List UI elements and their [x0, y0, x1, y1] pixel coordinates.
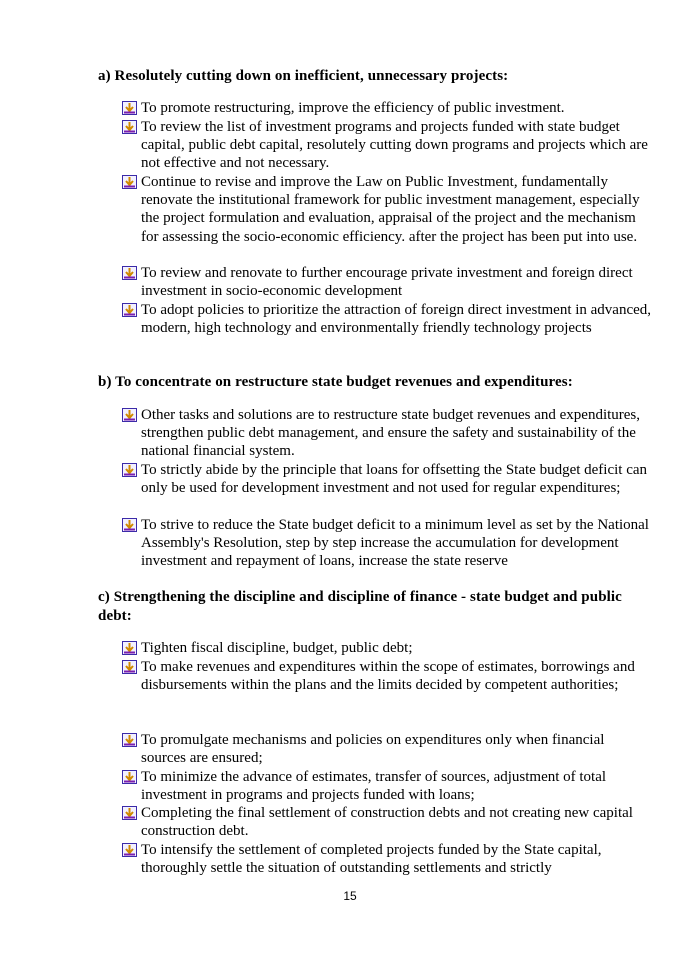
list-item — [122, 118, 652, 173]
section-c-heading: c) Strengthening the discipline and discipline of finance - state budget and public debt: — [98, 589, 622, 624]
list-item-text: To review the list of investment programs and projects funded with state budget capital, public debt capital, resolutely cutting down programs and projects which are not effective and not necessary. — [141, 119, 648, 172]
list-item — [122, 731, 652, 767]
bullet-arrow-icon — [122, 733, 137, 747]
bullet-arrow-icon — [122, 303, 137, 317]
list-item — [122, 264, 652, 300]
list-item-text: To promote restructuring, improve the efficiency of public investment. — [141, 100, 565, 116]
bullet-arrow-icon — [122, 770, 137, 784]
list-item — [122, 461, 652, 497]
list-item-text: To strive to reduce the State budget deficit to a minimum level as set by the National Assembly's Resolution, step by step increase the accumulation for development investment and repayment of loans, increase the state reserve — [141, 517, 649, 570]
list-item — [122, 658, 652, 694]
page-number: 15 — [343, 889, 357, 903]
list-item-text: To promulgate mechanisms and policies on expenditures only when financial sources are ensured; — [141, 732, 605, 767]
list-item-text: To strictly abide by the principle that loans for offsetting the State budget deficit can only be used for development investment and not used for regular expenditures; — [141, 462, 648, 497]
section-b-heading: b) To concentrate on restructure state budget revenues and expenditures: — [98, 374, 573, 390]
list-item-text: To intensify the settlement of completed projects funded by the State capital, thoroughly settle the situation of outstanding settlements and strictly — [141, 842, 602, 877]
bullet-arrow-icon — [122, 641, 137, 655]
bullet-arrow-icon — [122, 806, 137, 820]
bullet-arrow-icon — [122, 660, 137, 674]
bullet-arrow-icon — [122, 518, 137, 532]
bullet-arrow-icon — [122, 120, 137, 134]
list-item — [122, 639, 652, 657]
bullet-arrow-icon — [122, 408, 137, 422]
section-a-heading: a) Resolutely cutting down on inefficient, unnecessary projects: — [98, 68, 509, 84]
list-item-text: To adopt policies to prioritize the attraction of foreign direct investment in advanced, modern, high technology and environmentally friendly technology projects — [141, 302, 652, 337]
list-item — [122, 804, 652, 840]
bullet-arrow-icon — [122, 843, 137, 857]
bullet-arrow-icon — [122, 266, 137, 280]
list-item-text: To minimize the advance of estimates, transfer of sources, adjustment of total investment in programs and projects funded with loans; — [141, 769, 607, 804]
bullet-arrow-icon — [122, 463, 137, 477]
list-item — [122, 841, 652, 877]
list-item — [122, 406, 652, 461]
bullet-arrow-icon — [122, 175, 137, 189]
list-item-text: Tighten fiscal discipline, budget, public debt; — [141, 640, 413, 656]
list-item-text: To review and renovate to further encourage private investment and foreign direct investment in socio-economic development — [141, 265, 633, 300]
list-item — [122, 516, 652, 571]
bullet-arrow-icon — [122, 101, 137, 115]
list-item — [122, 99, 652, 117]
list-item — [122, 768, 652, 804]
list-item-text: Completing the final settlement of construction debts and not creating new capital construction debt. — [141, 805, 633, 840]
list-item-text: To make revenues and expenditures within the scope of estimates, borrowings and disbursements within the plans and the limits decided by competent authorities; — [141, 659, 635, 694]
list-item — [122, 173, 652, 246]
list-item-text: Other tasks and solutions are to restructure state budget revenues and expenditures, strengthen public debt management, and ensure the safety and sustainability of the national financial system. — [141, 407, 641, 460]
list-item-text: Continue to revise and improve the Law on Public Investment, fundamentally renovate the institutional framework for public investment management, especially the project formulation and evaluation, appraisal of the project and the mechanism for assessing the socio-economic efficiency. after the project has been put into use. — [141, 174, 640, 245]
list-item — [122, 301, 652, 337]
